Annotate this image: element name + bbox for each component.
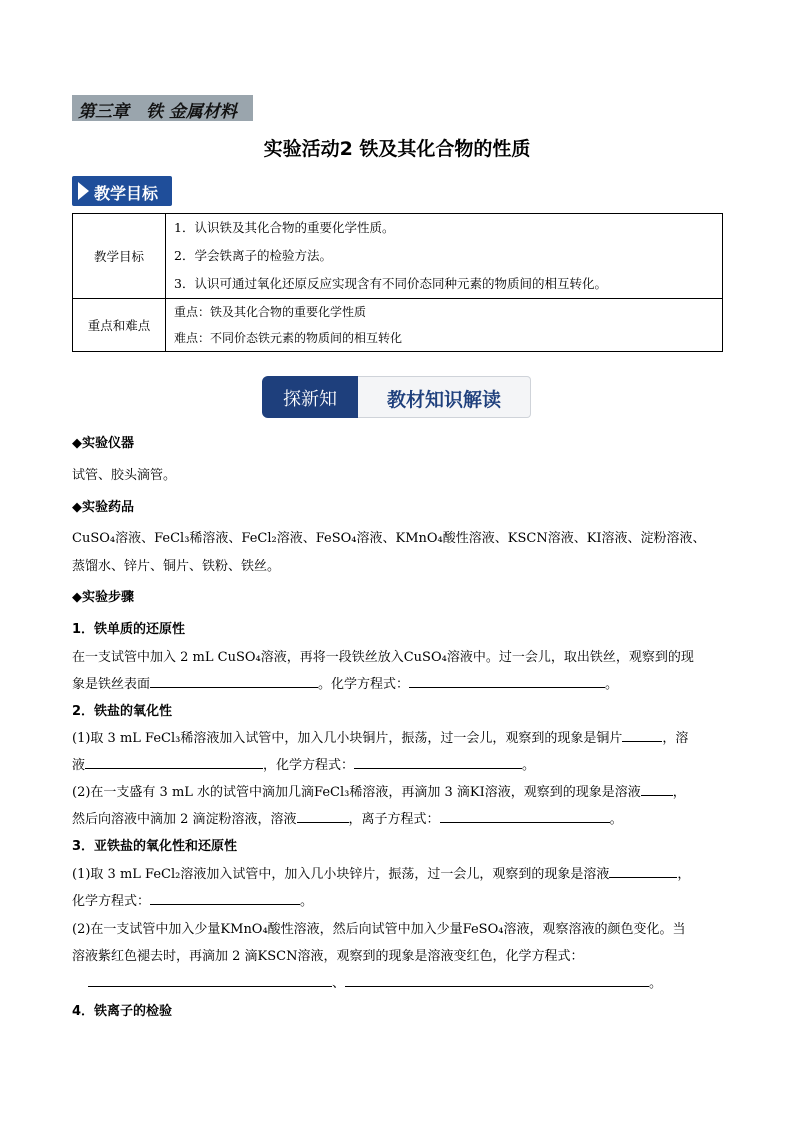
teaching-goal-badge — [72, 176, 172, 206]
step3-heading: 3．亚铁盐的氧化性和还原性 — [72, 839, 238, 854]
page-title: 实验活动2 铁及其化合物的性质 — [263, 138, 531, 160]
text-span: 象是铁丝表面 — [72, 677, 151, 692]
goals-cell — [166, 214, 723, 299]
step2-heading: 2．铁盐的氧化性 — [72, 704, 173, 719]
text-span: (2)在一支盛有 3 mL 水的试管中滴加几滴FeCl₃稀溶液，再滴加 3 滴KI溶液，观察到的现象是溶液 — [72, 785, 641, 800]
section-banner — [262, 376, 532, 418]
row-head-key-points: 重点和难点 — [73, 299, 166, 352]
goal-item: 2．学会铁离子的检验方法。 — [174, 248, 332, 263]
key-point-item: 重点：铁及其化合物的重要化学性质 — [174, 305, 367, 319]
text-span: ， — [677, 867, 691, 882]
answer-blank — [345, 972, 649, 987]
step2-p2-line-2 — [72, 808, 623, 827]
text-span: ， — [672, 785, 686, 800]
banner-right-text: 教材知识解读 — [386, 389, 501, 411]
step1-heading: 1．铁单质的还原性 — [72, 622, 186, 637]
answer-blank — [85, 754, 263, 769]
text-span: (1)取 3 mL FeCl₃稀溶液加入试管中，加入几小块铜片，振荡，过一会儿，观察到的现象是铜片 — [72, 731, 623, 746]
step3-p1-line-1 — [72, 863, 690, 882]
text-span: (1)取 3 mL FeCl₂溶液加入试管中，加入几小块锌片，振荡，过一会儿，观察到的现象是溶液 — [72, 867, 610, 882]
step1-line-2 — [72, 673, 618, 692]
answer-blank — [622, 727, 662, 742]
reagents-line-2: 蒸馏水、锌片、铜片、铁粉、铁丝。 — [72, 559, 281, 574]
arrow-right-icon — [78, 182, 89, 200]
banner-left-text: 探新知 — [283, 389, 337, 410]
answer-blank — [88, 972, 332, 987]
text-span: 然后向溶液中滴加 2 滴淀粉溶液，溶液 — [72, 812, 297, 827]
answer-blank — [609, 863, 677, 878]
goals-table — [72, 213, 723, 352]
text-span: ，化学方程式： — [263, 758, 355, 773]
steps-heading: ◆实验步骤 — [72, 590, 134, 605]
goal-item: 3．认识可通过氧化还原反应实现含有不同价态同种元素的物质间的相互转化。 — [174, 276, 607, 291]
reagents-heading: ◆实验药品 — [72, 500, 134, 515]
step2-p1-line-1 — [72, 727, 688, 746]
text-span: 。 — [522, 758, 536, 773]
text-span: 。 — [649, 976, 663, 991]
text-span: 。 — [605, 677, 619, 692]
banner-right — [358, 376, 531, 418]
teaching-goal-label: 教学目标 — [94, 184, 159, 203]
goal-item: 1．认识铁及其化合物的重要化学性质。 — [174, 220, 395, 235]
text-span: 。化学方程式： — [318, 677, 410, 692]
answer-blank — [150, 673, 318, 688]
key-point-item: 难点：不同价态铁元素的物质间的相互转化 — [174, 331, 403, 345]
text-span: 液 — [72, 758, 86, 773]
text-span: 、 — [332, 976, 346, 991]
text-span: 。 — [300, 894, 314, 909]
banner-left — [262, 376, 358, 418]
step3-p2-line-1: (2)在一支试管中加入少量KMnO₄酸性溶液，然后向试管中加入少量FeSO₄溶液，观察溶液的颜色变化。当 — [72, 922, 686, 937]
instruments-text: 试管、胶头滴管。 — [72, 468, 177, 483]
chapter-tag — [72, 95, 253, 121]
reagents-line-1: CuSO₄溶液、FeCl₃稀溶液、FeCl₂溶液、FeSO₄溶液、KMnO₄酸性溶液、KSCN溶液、KI溶液、淀粉溶液、 — [72, 531, 706, 546]
text-span: ，离子方程式： — [348, 812, 440, 827]
answer-blank — [150, 890, 300, 905]
table-row — [73, 214, 723, 299]
row-head-goals: 教学目标 — [73, 214, 166, 299]
step2-p2-line-1 — [72, 781, 686, 800]
table-row — [73, 299, 723, 352]
answer-blank — [354, 754, 522, 769]
step3-p2-line-3 — [88, 972, 662, 991]
answer-blank — [297, 808, 349, 823]
step1-line-1: 在一支试管中加入 2 mL CuSO₄溶液，再将一段铁丝放入CuSO₄溶液中。过一会儿，取出铁丝，观察到的现 — [72, 650, 694, 665]
text-span: 化学方程式： — [72, 894, 151, 909]
chapter-tag-text: 第三章 铁 金属材料 — [78, 102, 237, 122]
text-span: 。 — [609, 812, 623, 827]
text-span: ，溶 — [662, 731, 689, 746]
key-points-cell — [166, 299, 723, 352]
step3-p1-line-2 — [72, 890, 313, 909]
answer-blank — [440, 808, 610, 823]
step4-heading: 4．铁离子的检验 — [72, 1004, 173, 1019]
step3-p2-line-2: 溶液紫红色褪去时，再滴加 2 滴KSCN溶液，观察到的现象是溶液变红色，化学方程式： — [72, 949, 584, 964]
step2-p1-line-2 — [72, 754, 535, 773]
instruments-heading: ◆实验仪器 — [72, 436, 134, 451]
answer-blank — [409, 673, 605, 688]
answer-blank — [641, 781, 673, 796]
